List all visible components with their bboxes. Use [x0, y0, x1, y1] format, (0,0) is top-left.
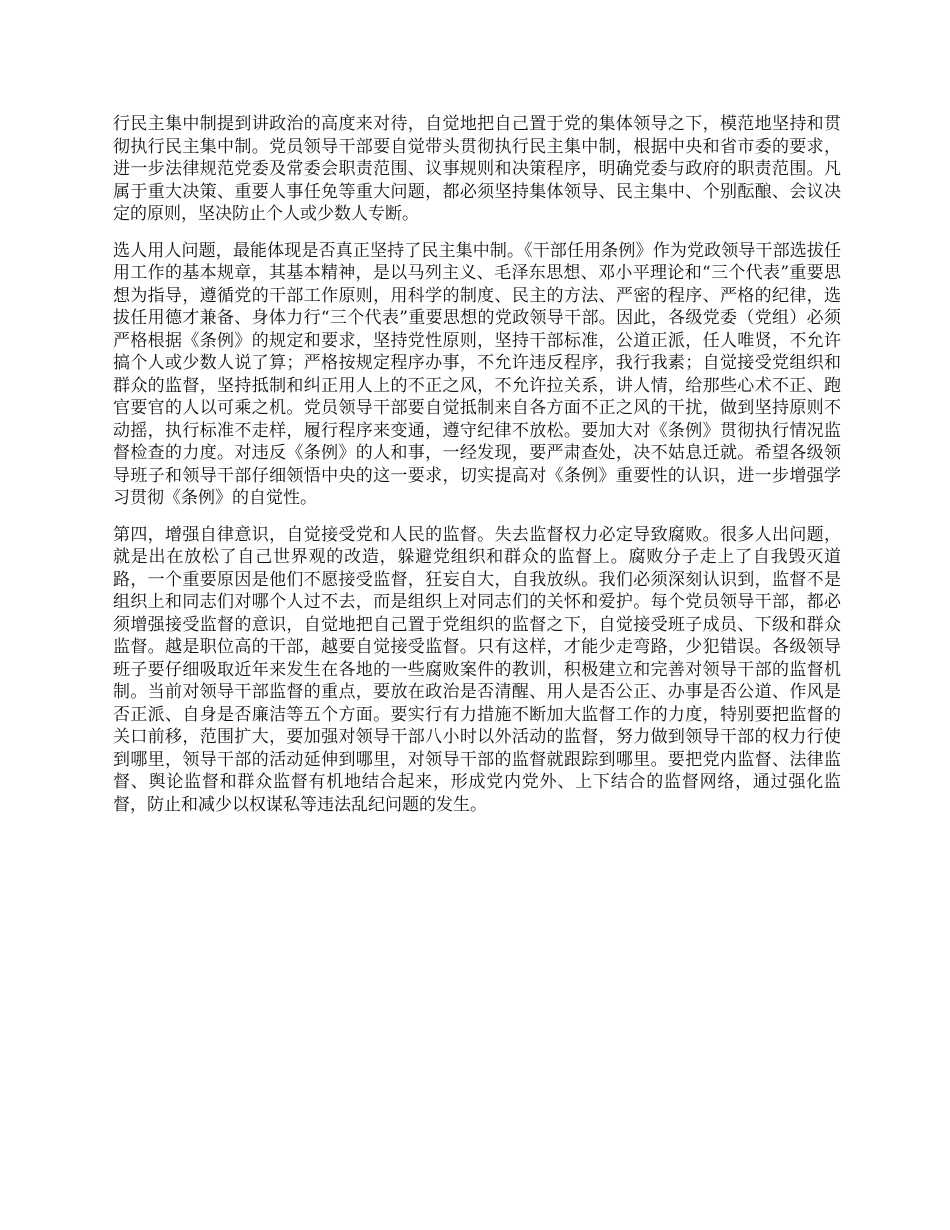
paragraph-2: 选人用人问题，最能体现是否真正坚持了民主集中制。《干部任用条例》作为党政领导干部选拔任用工作的基本规章，其基本精神，是以马列主义、毛泽东思想、邓小平理论和“三个代表”重要思想为指导，遵循党的干部工作原则，用科学的制度、民主的方法、严密的程序、严格的纪律，选拔任用德才兼备、身体力行“三个代表”重要思想的党政领导干部。因此，各级党委（党组）必须严格根据《条例》的规定和要求，坚持党性原则，坚持干部标准，公道正派，任人唯贤，不允许搞个人或少数人说了算；严格按规定程序办事，不允许违反程序，我行我素；自觉接受党组织和群众的监督，坚持抵制和纠正用人上的不正之风，不允许拉关系，讲人情，给那些心术不正、跑官要官的人以可乘之机。党员领导干部要自觉抵制来自各方面不正之风的干扰，做到坚持原则不动摇，执行标准不走样，履行程序来变通，遵守纪律不放松。要加大对《条例》贯彻执行情况监督检查的力度。对违反《条例》的人和事，一经发现，要严肃查处，决不姑息迁就。希望各级领导班子和领导干部仔细领悟中央的这一要求，切实提高对《条例》重要性的认识，进一步增强学习贯彻《条例》的自觉性。: [113, 240, 841, 508]
paragraph-1: 行民主集中制提到讲政治的高度来对待，自觉地把自己置于党的集体领导之下，模范地坚持和贯彻执行民主集中制。党员领导干部要自觉带头贯彻执行民主集中制，根据中央和省市委的要求，进一步法律规范党委及常委会职责范围、议事规则和决策程序，明确党委与政府的职责范围。凡属于重大决策、重要人事任免等重大问题，都必须坚持集体领导、民主集中、个别酝酿、会议决定的原则，坚决防止个人或少数人专断。: [113, 114, 841, 224]
paragraph-3: 第四，增强自律意识，自觉接受党和人民的监督。失去监督权力必定导致腐败。很多人出问题，就是出在放松了自己世界观的改造，躲避党组织和群众的监督上。腐败分子走上了自我毁灭道路，一个重要原因是他们不愿接受监督，狂妄自大，自我放纵。我们必须深刻认识到，监督不是组织上和同志们对哪个人过不去，而是组织上对同志们的关怀和爱护。每个党员领导干部，都必须增强接受监督的意识，自觉地把自己置于党组织的监督之下，自觉接受班子成员、下级和群众监督。越是职位高的干部，越要自觉接受监督。只有这样，才能少走弯路，少犯错误。各级领导班子要仔细吸取近年来发生在各地的一些腐败案件的教训，积极建立和完善对领导干部的监督机制。当前对领导干部监督的重点，要放在政治是否清醒、用人是否公正、办事是否公道、作风是否正派、自身是否廉洁等五个方面。要实行有力措施不断加大监督工作的力度，特别要把监督的关口前移，范围扩大，要加强对领导干部八小时以外活动的监督，努力做到领导干部的权力行使到哪里，领导干部的活动延伸到哪里，对领导干部的监督就跟踪到哪里。要把党内监督、法律监督、舆论监督和群众监督有机地结合起来，形成党内党外、上下结合的监督网络，通过强化监督，防止和减少以权谋私等违法乱纪问题的发生。: [113, 524, 841, 815]
document-page: [113, 113, 841, 830]
